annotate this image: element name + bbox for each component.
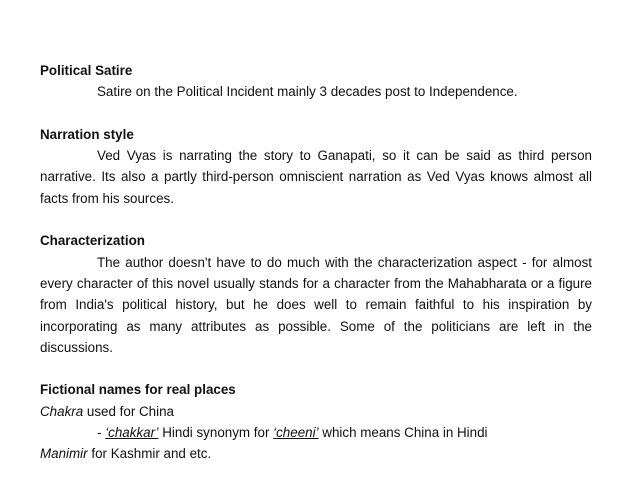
dash-prefix: - — [97, 425, 106, 441]
fictional-term-manimir: Manimir — [40, 446, 88, 462]
fictional-line-text: Hindi synonym for — [158, 425, 274, 441]
characterization-heading: Characterization — [40, 233, 145, 249]
characterization-body: The author doesn't have to do much with the characterization aspect - for almost every character of this novel usually stands for a character from the Mahabharata or a figure from India's political history, but he does well to remain faithful to his inspiration by incorporating as many attributes as possible. Some of the politicians are left in the discussions. — [40, 254, 592, 355]
narration-style-heading: Narration style — [40, 126, 134, 142]
fictional-term-cheeni: ‘cheeni’ — [273, 425, 319, 441]
fictional-line-text: for Kashmir and etc. — [87, 446, 212, 462]
fictional-line-text: used for China — [83, 403, 174, 419]
narration-style-body: Ved Vyas is narrating the story to Ganapati, so it can be said as third person narrative. Its also a partly third-person omniscient narration as Ved Vyas knows almost all facts from his sources. — [40, 148, 592, 206]
spacer — [40, 103, 592, 124]
spacer — [40, 209, 592, 230]
fictional-term-chakra: Chakra — [40, 403, 84, 419]
fictional-name-line-chakra — [40, 401, 592, 422]
fictional-names-heading: Fictional names for real places — [40, 382, 236, 398]
fictional-name-line-manimir — [40, 443, 592, 464]
spacer — [40, 358, 592, 379]
fictional-line-text: which means China in Hindi — [318, 425, 488, 441]
political-satire-body: Satire on the Political Incident mainly 3 decades post to Independence. — [97, 84, 518, 100]
fictional-term-chakkar: ‘chakkar’ — [105, 425, 159, 441]
political-satire-heading: Political Satire — [40, 63, 133, 78]
fictional-name-line-chakkar — [40, 422, 592, 443]
slide-content — [40, 60, 592, 465]
